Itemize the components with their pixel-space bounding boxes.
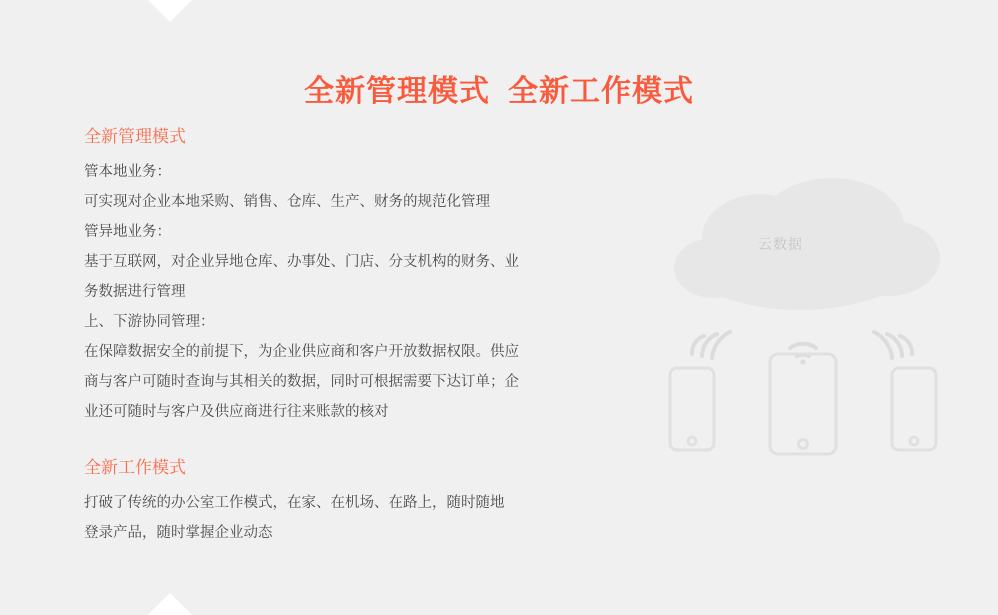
section-management-line-5: 务数据进行管理 — [84, 284, 186, 300]
phone-right-icon — [892, 368, 936, 450]
bottom-notch-shape — [148, 593, 192, 615]
section-management-line-1: 管本地业务： — [84, 164, 171, 180]
section-work — [84, 453, 604, 548]
tablet-center-icon — [770, 354, 836, 454]
cloud-label: 云数据 — [758, 236, 803, 252]
top-notch-shape — [148, 0, 192, 22]
section-management-line-9: 业还可随时与客户及供应商进行往来账款的核对 — [84, 404, 389, 420]
section-management-heading: 全新管理模式 — [84, 127, 186, 146]
section-management-line-7: 在保障数据安全的前提下，为企业供应商和客户开放数据权限。供应 — [84, 344, 519, 360]
section-management-line-8: 商与客户可随时查询与其相关的数据，同时可根据需要下达订单；企 — [84, 374, 519, 390]
cloud-illustration — [640, 170, 970, 500]
page-title-part-2: 全新工作模式 — [508, 75, 694, 108]
section-work-line-2: 登录产品，随时掌握企业动态 — [84, 525, 273, 541]
section-work-line-1: 打破了传统的办公室工作模式，在家、在机场、在路上，随时随地 — [84, 495, 505, 511]
phone-left-icon — [670, 368, 714, 450]
section-management-line-6: 上、下游协同管理： — [84, 314, 215, 330]
section-work-heading: 全新工作模式 — [84, 458, 186, 477]
devices-group — [640, 350, 970, 480]
section-management — [84, 122, 604, 427]
content-column — [84, 122, 604, 548]
page-title-part-1: 全新管理模式 — [304, 75, 490, 108]
page-title — [0, 66, 998, 110]
section-management-line-4: 基于互联网，对企业异地仓库、办事处、门店、分支机构的财务、业 — [84, 254, 519, 270]
section-management-line-3: 管异地业务： — [84, 224, 171, 240]
section-management-line-2: 可实现对企业本地采购、销售、仓库、生产、财务的规范化管理 — [84, 194, 490, 210]
